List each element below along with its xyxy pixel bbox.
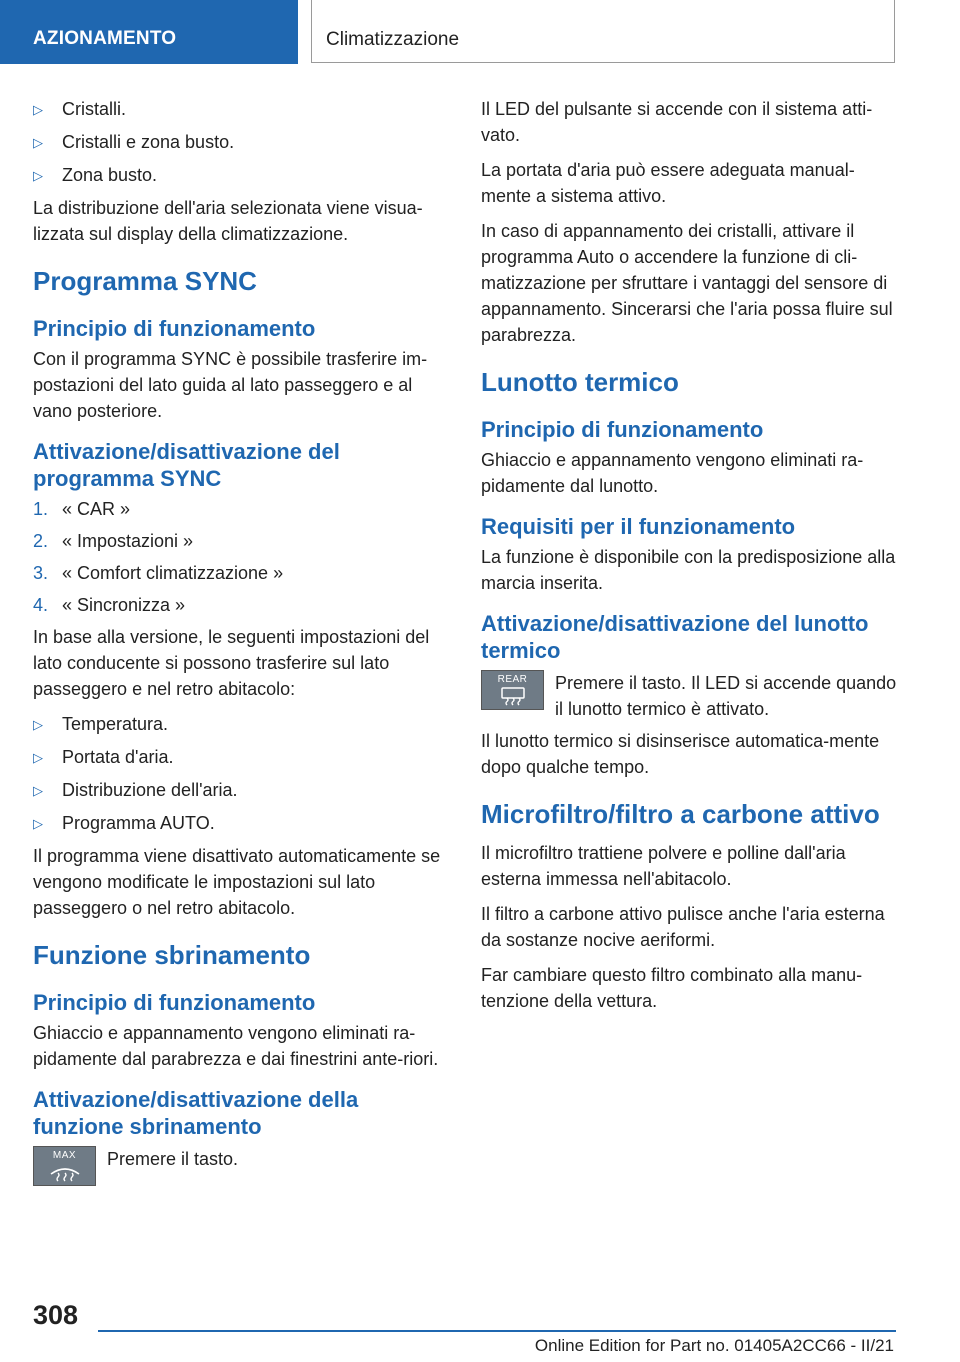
edition-note: Online Edition for Part no. 01405A2CC66 - II/21: [534, 1336, 894, 1355]
paragraph: Con il programma SYNC è possibile trasferire im-postazioni del lato guida al lato passeggero e al vano posteriore.: [33, 349, 428, 421]
list-item: ▷ Cristalli e zona busto.: [33, 129, 453, 156]
paragraph: Il programma viene disattivato automaticamente se vengono modificate le impostazioni sul lato passeggero o nel retro abitacolo.: [33, 846, 441, 918]
button-illustration-row: [33, 1146, 453, 1186]
rear-defrost-button-image: [481, 670, 544, 710]
paragraph: La distribuzione dell'aria selezionata viene visua-lizzata sul display della climatizzazione.: [33, 198, 423, 244]
page-number: 308: [33, 1300, 79, 1330]
footer-divider: [98, 1330, 896, 1332]
subheading-requisiti: Requisiti per il funzionamento: [481, 514, 796, 539]
list-item: ▷ Temperatura.: [33, 711, 453, 738]
right-column: [481, 96, 901, 1023]
header-section-label: AZIONAMENTO: [33, 28, 177, 49]
paragraph: Il microfiltro trattiene polvere e polline dall'aria esterna immessa nell'abitacolo.: [481, 843, 846, 889]
paragraph: La funzione è disponibile con la predisposizione alla marcia inserita.: [481, 547, 896, 593]
max-button-label: MAX: [52, 1150, 77, 1161]
button-illustration-row: [481, 670, 901, 722]
step-item: 4. « Sincronizza »: [33, 595, 186, 615]
bullet-triangle-icon: ▷: [33, 783, 43, 798]
subheading-lunotto-attivazione: Attivazione/disattivazione del lunotto termico: [481, 611, 869, 663]
header-chapter-label: Climatizzazione: [326, 29, 460, 50]
bullet-triangle-icon: ▷: [33, 717, 43, 732]
left-column: [33, 96, 453, 1186]
header-chapter-box: [311, 0, 895, 63]
heading-sbrinamento: Funzione sbrinamento: [33, 940, 311, 970]
bullet-triangle-icon: ▷: [33, 168, 43, 183]
button-instruction: Premere il tasto.: [107, 1149, 239, 1169]
rear-window-defrost-icon: [496, 686, 530, 706]
paragraph: In base alla versione, le seguenti impostazioni del lato conducente si possono trasferire sul lato passeggero e nel retro abitacolo:: [33, 627, 430, 699]
button-instruction: Premere il tasto. Il LED si accende quando il lunotto termico è attivato.: [555, 673, 897, 719]
header-section-tab: [0, 0, 298, 64]
bullet-triangle-icon: ▷: [33, 135, 43, 150]
subheading-sync-principio: Principio di funzionamento: [33, 316, 316, 341]
step-item: 1. « CAR »: [33, 499, 131, 519]
windshield-defrost-icon: [48, 1162, 82, 1182]
paragraph: Far cambiare questo filtro combinato alla manu-tenzione della vettura.: [481, 965, 863, 1011]
list-item: ▷ Portata d'aria.: [33, 744, 453, 771]
step-item: 3. « Comfort climatizzazione »: [33, 563, 284, 583]
list-item: ▷ Programma AUTO.: [33, 810, 453, 837]
heading-filtro: Microfiltro/filtro a carbone attivo: [481, 799, 880, 829]
paragraph: La portata d'aria può essere adeguata manual-mente a sistema attivo.: [481, 160, 855, 206]
subheading-sbrinamento-principio: Principio di funzionamento: [33, 990, 316, 1015]
heading-sync: Programma SYNC: [33, 266, 257, 296]
subheading-sbrinamento-attivazione: Attivazione/disattivazione della funzione sbrinamento: [33, 1087, 359, 1139]
step-item: 2. « Impostazioni »: [33, 531, 194, 551]
list-item: ▷ Zona busto.: [33, 162, 453, 189]
paragraph: Ghiaccio e appannamento vengono eliminati ra-pidamente dal lunotto.: [481, 450, 864, 496]
paragraph: Il filtro a carbone attivo pulisce anche l'aria esterna da sostanze nocive aeriformi.: [481, 904, 885, 950]
rear-button-label: REAR: [497, 674, 528, 685]
max-defrost-button-image: [33, 1146, 96, 1186]
bullet-triangle-icon: ▷: [33, 102, 43, 117]
paragraph: Il LED del pulsante si accende con il sistema atti-vato.: [481, 99, 873, 145]
paragraph: Ghiaccio e appannamento vengono eliminati ra-pidamente dal parabrezza e dai finestrini ante-riori.: [33, 1023, 439, 1069]
list-item: ▷ Distribuzione dell'aria.: [33, 777, 453, 804]
subheading-sync-attivazione: Attivazione/disattivazione del programma SYNC: [33, 439, 340, 491]
subheading-lunotto-principio: Principio di funzionamento: [481, 417, 764, 442]
bullet-triangle-icon: ▷: [33, 816, 43, 831]
bullet-triangle-icon: ▷: [33, 750, 43, 765]
paragraph: Il lunotto termico si disinserisce automatica-mente dopo qualche tempo.: [481, 731, 880, 777]
paragraph: In caso di appannamento dei cristalli, attivare il programma Auto o accendere la funzione di cli-matizzazione per sfruttare i vantaggi del sensore di appannamento. Sincerarsi che l'aria possa fluire sul parabrezza.: [481, 221, 893, 345]
heading-lunotto: Lunotto termico: [481, 367, 679, 397]
list-item: ▷ Cristalli.: [33, 96, 453, 123]
